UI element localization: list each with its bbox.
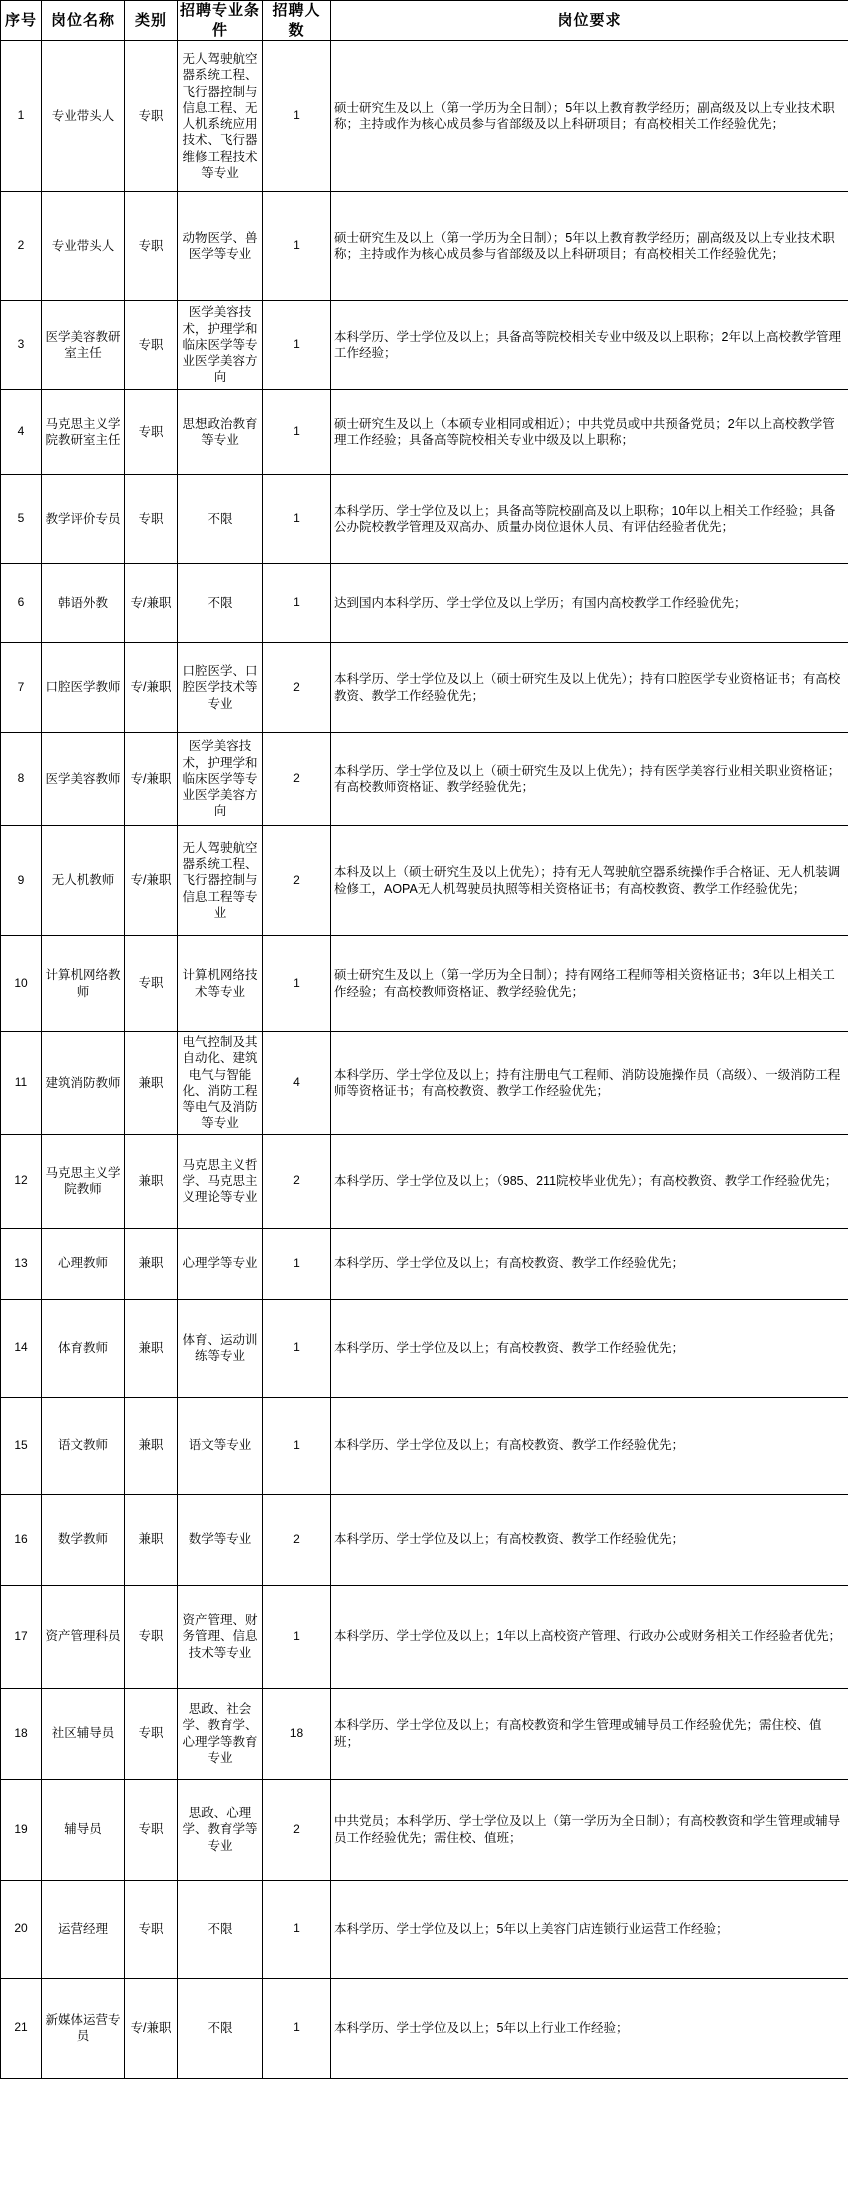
cell-count: 1	[263, 1978, 331, 2078]
cell-requirement: 硕士研究生及以上（第一学历为全日制）；5年以上教育教学经历；副高级及以上专业技术职称；主持或作为核心成员参与省部级及以上科研项目；有高校相关工作经验优先；	[331, 192, 848, 301]
cell-post-name: 无人机教师	[42, 826, 125, 936]
column-header-seq: 序号	[1, 1, 42, 41]
cell-type: 专/兼职	[125, 733, 178, 826]
cell-type: 专职	[125, 301, 178, 390]
cell-requirement: 本科学历、学士学位及以上；有高校教资、教学工作经验优先；	[331, 1397, 848, 1494]
cell-count: 1	[263, 301, 331, 390]
cell-count: 2	[263, 643, 331, 733]
cell-major: 不限	[178, 564, 263, 643]
column-header-post: 岗位名称	[42, 1, 125, 41]
cell-requirement: 本科学历、学士学位及以上；有高校教资、教学工作经验优先；	[331, 1299, 848, 1397]
table-row	[1, 733, 848, 826]
table-row	[1, 41, 848, 192]
table-row	[1, 475, 848, 564]
cell-seq: 20	[1, 1880, 42, 1978]
cell-count: 1	[263, 475, 331, 564]
cell-type: 兼职	[125, 1494, 178, 1585]
cell-count: 1	[263, 41, 331, 192]
cell-type: 兼职	[125, 1397, 178, 1494]
table-row	[1, 1585, 848, 1688]
cell-seq: 4	[1, 390, 42, 475]
cell-major: 医学美容技术，护理学和临床医学等专业医学美容方向	[178, 301, 263, 390]
cell-type: 专职	[125, 475, 178, 564]
cell-seq: 16	[1, 1494, 42, 1585]
cell-requirement: 本科学历、学士学位及以上；5年以上美容门店连锁行业运营工作经验；	[331, 1880, 848, 1978]
cell-requirement: 本科学历、学士学位及以上（硕士研究生及以上优先）；持有口腔医学专业资格证书；有高校教资、教学工作经验优先；	[331, 643, 848, 733]
cell-type: 专/兼职	[125, 643, 178, 733]
cell-seq: 21	[1, 1978, 42, 2078]
cell-requirement: 硕士研究生及以上（第一学历为全日制）；5年以上教育教学经历；副高级及以上专业技术职称；主持或作为核心成员参与省部级及以上科研项目；有高校相关工作经验优先；	[331, 41, 848, 192]
cell-type: 兼职	[125, 1228, 178, 1299]
cell-requirement: 硕士研究生及以上（本硕专业相同或相近）；中共党员或中共预备党员；2年以上高校教学管理工作经验；具备高等院校相关专业中级及以上职称；	[331, 390, 848, 475]
cell-type: 专职	[125, 192, 178, 301]
cell-requirement: 本科学历、学士学位及以上；有高校教资、教学工作经验优先；	[331, 1494, 848, 1585]
cell-post-name: 马克思主义学院教师	[42, 1134, 125, 1228]
cell-major: 思政、心理学、教育学等专业	[178, 1779, 263, 1880]
cell-post-name: 建筑消防教师	[42, 1032, 125, 1135]
cell-count: 1	[263, 192, 331, 301]
cell-seq: 10	[1, 936, 42, 1032]
cell-count: 18	[263, 1688, 331, 1779]
cell-major: 思政、社会学、教育学、心理学等教育专业	[178, 1688, 263, 1779]
cell-post-name: 运营经理	[42, 1880, 125, 1978]
cell-major: 不限	[178, 1978, 263, 2078]
cell-type: 专/兼职	[125, 564, 178, 643]
cell-type: 专职	[125, 41, 178, 192]
cell-seq: 15	[1, 1397, 42, 1494]
cell-seq: 9	[1, 826, 42, 936]
cell-post-name: 计算机网络教师	[42, 936, 125, 1032]
cell-requirement: 中共党员；本科学历、学士学位及以上（第一学历为全日制）；有高校教资和学生管理或辅导员工作经验优先；需住校、值班；	[331, 1779, 848, 1880]
table-row	[1, 1299, 848, 1397]
cell-type: 专职	[125, 1880, 178, 1978]
cell-count: 1	[263, 1397, 331, 1494]
table-row	[1, 390, 848, 475]
cell-seq: 5	[1, 475, 42, 564]
cell-seq: 17	[1, 1585, 42, 1688]
cell-post-name: 辅导员	[42, 1779, 125, 1880]
cell-type: 专职	[125, 1779, 178, 1880]
cell-count: 1	[263, 1880, 331, 1978]
cell-count: 2	[263, 1134, 331, 1228]
cell-post-name: 专业带头人	[42, 192, 125, 301]
table-row	[1, 564, 848, 643]
cell-major: 电气控制及其自动化、建筑电气与智能化、消防工程等电气及消防等专业	[178, 1032, 263, 1135]
cell-seq: 18	[1, 1688, 42, 1779]
cell-seq: 3	[1, 301, 42, 390]
cell-type: 兼职	[125, 1032, 178, 1135]
cell-count: 1	[263, 390, 331, 475]
cell-count: 1	[263, 564, 331, 643]
cell-count: 4	[263, 1032, 331, 1135]
table-row	[1, 1978, 848, 2078]
cell-requirement: 本科学历、学士学位及以上（硕士研究生及以上优先）；持有医学美容行业相关职业资格证；有高校教师资格证、教学经验优先；	[331, 733, 848, 826]
cell-post-name: 医学美容教师	[42, 733, 125, 826]
cell-major: 马克思主义哲学、马克思主义理论等专业	[178, 1134, 263, 1228]
cell-major: 无人驾驶航空器系统工程、飞行器控制与信息工程等专业	[178, 826, 263, 936]
cell-requirement: 硕士研究生及以上（第一学历为全日制）；持有网络工程师等相关资格证书；3年以上相关工作经验；有高校教师资格证、教学经验优先；	[331, 936, 848, 1032]
cell-post-name: 韩语外教	[42, 564, 125, 643]
cell-seq: 6	[1, 564, 42, 643]
cell-post-name: 心理教师	[42, 1228, 125, 1299]
cell-major: 医学美容技术，护理学和临床医学等专业医学美容方向	[178, 733, 263, 826]
cell-type: 专/兼职	[125, 1978, 178, 2078]
cell-major: 口腔医学、口腔医学技术等专业	[178, 643, 263, 733]
cell-requirement: 本科学历、学士学位及以上；具备高等院校相关专业中级及以上职称；2年以上高校教学管理工作经验；	[331, 301, 848, 390]
table-row	[1, 301, 848, 390]
cell-count: 2	[263, 1494, 331, 1585]
cell-seq: 13	[1, 1228, 42, 1299]
cell-type: 兼职	[125, 1134, 178, 1228]
cell-seq: 11	[1, 1032, 42, 1135]
cell-count: 2	[263, 1779, 331, 1880]
cell-seq: 2	[1, 192, 42, 301]
table-row	[1, 1779, 848, 1880]
cell-requirement: 本科及以上（硕士研究生及以上优先）；持有无人驾驶航空器系统操作手合格证、无人机装调检修工，AOPA无人机驾驶员执照等相关资格证书；有高校教资、教学工作经验优先；	[331, 826, 848, 936]
cell-requirement: 本科学历、学士学位及以上；具备高等院校副高及以上职称；10年以上相关工作经验；具备公办院校教学管理及双高办、质量办岗位退休人员、有评估经验者优先；	[331, 475, 848, 564]
table-row	[1, 192, 848, 301]
table-header-row	[1, 1, 848, 41]
cell-requirement: 本科学历、学士学位及以上；持有注册电气工程师、消防设施操作员（高级）、一级消防工程师等资格证书；有高校教资、教学工作经验优先；	[331, 1032, 848, 1135]
column-header-type: 类别	[125, 1, 178, 41]
cell-seq: 19	[1, 1779, 42, 1880]
cell-major: 语文等专业	[178, 1397, 263, 1494]
cell-requirement: 本科学历、学士学位及以上；5年以上行业工作经验；	[331, 1978, 848, 2078]
cell-type: 专职	[125, 390, 178, 475]
cell-major: 不限	[178, 1880, 263, 1978]
cell-post-name: 口腔医学教师	[42, 643, 125, 733]
cell-major: 动物医学、兽医学等专业	[178, 192, 263, 301]
table-row	[1, 1880, 848, 1978]
cell-requirement: 本科学历、学士学位及以上；1年以上高校资产管理、行政办公或财务相关工作经验者优先；	[331, 1585, 848, 1688]
cell-type: 专/兼职	[125, 826, 178, 936]
cell-post-name: 语文教师	[42, 1397, 125, 1494]
cell-post-name: 专业带头人	[42, 41, 125, 192]
cell-post-name: 教学评价专员	[42, 475, 125, 564]
cell-type: 专职	[125, 1688, 178, 1779]
cell-type: 专职	[125, 936, 178, 1032]
column-header-count: 招聘人数	[263, 1, 331, 41]
table-row	[1, 1134, 848, 1228]
cell-major: 资产管理、财务管理、信息技术等专业	[178, 1585, 263, 1688]
table-row	[1, 1688, 848, 1779]
table-row	[1, 1494, 848, 1585]
cell-post-name: 医学美容教研室主任	[42, 301, 125, 390]
cell-count: 1	[263, 936, 331, 1032]
cell-requirement: 本科学历、学士学位及以上；（985、211院校毕业优先）；有高校教资、教学工作经验优先；	[331, 1134, 848, 1228]
cell-seq: 12	[1, 1134, 42, 1228]
cell-seq: 1	[1, 41, 42, 192]
table-row	[1, 936, 848, 1032]
table-row	[1, 643, 848, 733]
cell-requirement: 本科学历、学士学位及以上；有高校教资、教学工作经验优先；	[331, 1228, 848, 1299]
cell-count: 1	[263, 1228, 331, 1299]
cell-type: 兼职	[125, 1299, 178, 1397]
table-body	[1, 41, 848, 2079]
cell-major: 体育、运动训练等专业	[178, 1299, 263, 1397]
cell-type: 专职	[125, 1585, 178, 1688]
column-header-major: 招聘专业条件	[178, 1, 263, 41]
cell-post-name: 新媒体运营专员	[42, 1978, 125, 2078]
table-row	[1, 1397, 848, 1494]
table-row	[1, 1228, 848, 1299]
cell-requirement: 达到国内本科学历、学士学位及以上学历；有国内高校教学工作经验优先；	[331, 564, 848, 643]
column-header-requirement: 岗位要求	[331, 1, 848, 41]
cell-major: 计算机网络技术等专业	[178, 936, 263, 1032]
cell-count: 1	[263, 1299, 331, 1397]
table-row	[1, 1032, 848, 1135]
table-row	[1, 826, 848, 936]
cell-count: 2	[263, 733, 331, 826]
cell-post-name: 马克思主义学院教研室主任	[42, 390, 125, 475]
cell-major: 不限	[178, 475, 263, 564]
cell-count: 1	[263, 1585, 331, 1688]
cell-post-name: 体育教师	[42, 1299, 125, 1397]
cell-major: 心理学等专业	[178, 1228, 263, 1299]
cell-post-name: 资产管理科员	[42, 1585, 125, 1688]
cell-major: 数学等专业	[178, 1494, 263, 1585]
cell-count: 2	[263, 826, 331, 936]
cell-requirement: 本科学历、学士学位及以上；有高校教资和学生管理或辅导员工作经验优先；需住校、值班；	[331, 1688, 848, 1779]
cell-major: 无人驾驶航空器系统工程、飞行器控制与信息工程、无人机系统应用技术、飞行器维修工程技术等专业	[178, 41, 263, 192]
cell-seq: 7	[1, 643, 42, 733]
cell-seq: 14	[1, 1299, 42, 1397]
cell-post-name: 社区辅导员	[42, 1688, 125, 1779]
cell-major: 思想政治教育等专业	[178, 390, 263, 475]
cell-post-name: 数学教师	[42, 1494, 125, 1585]
cell-seq: 8	[1, 733, 42, 826]
